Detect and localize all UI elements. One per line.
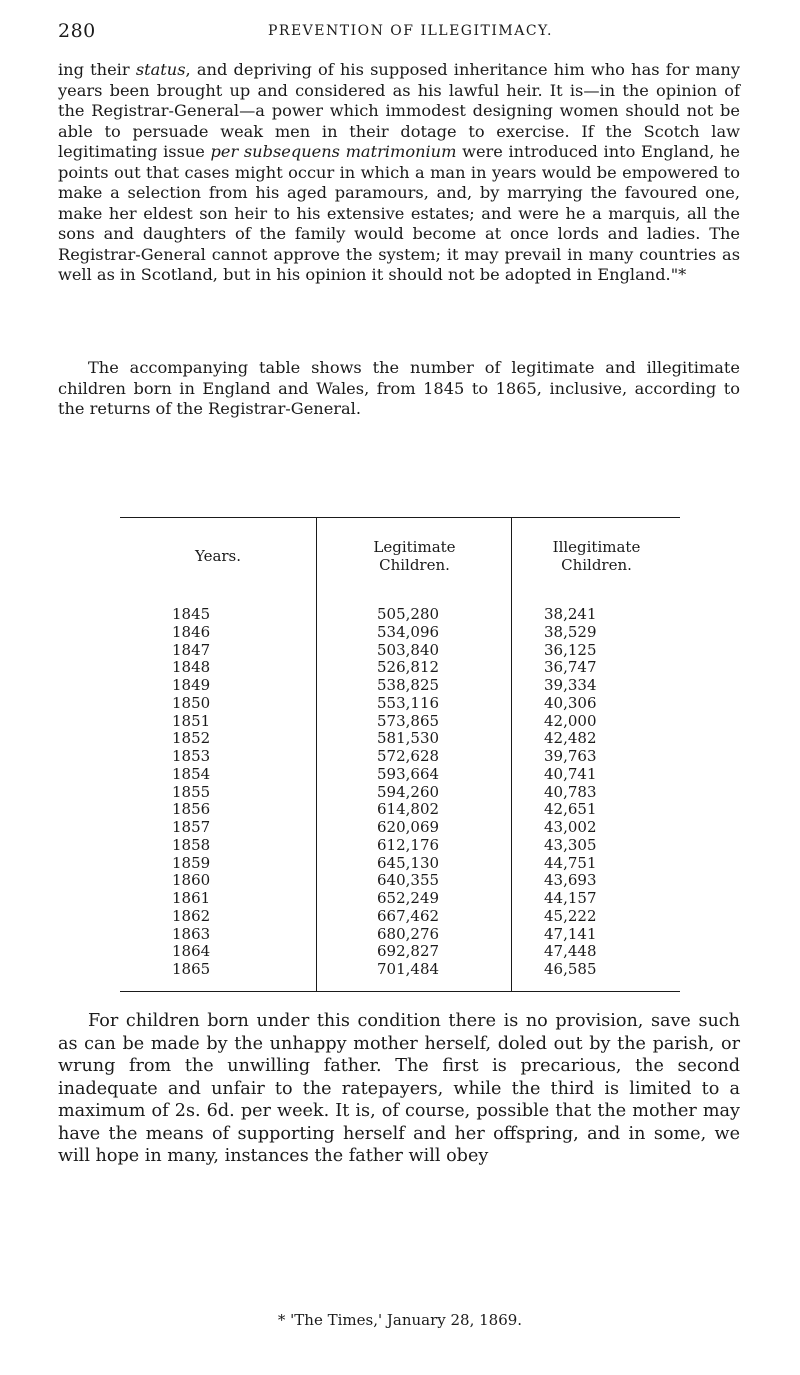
legitimate-count-cell: 612,176 (377, 835, 440, 854)
legitimate-count-cell: 701,484 (377, 960, 440, 978)
header-illegitimate (512, 538, 681, 574)
legitimate-count-cell: 692,827 (377, 942, 440, 961)
year-cell: 1850 (172, 693, 211, 712)
year-cell: 1861 (172, 889, 211, 907)
year-cell: 1865 (172, 960, 211, 978)
year-cell: 1862 (172, 906, 211, 925)
year-cell: 1858 (172, 835, 211, 854)
year-cell: 1856 (172, 800, 211, 819)
legitimate-count-cell: 538,825 (377, 676, 440, 694)
illegitimate-count-cell: 45,222 (544, 906, 597, 925)
year-cell: 1859 (172, 853, 211, 872)
illegitimate-count-cell: 40,306 (544, 693, 597, 712)
legitimate-count-cell: 573,865 (377, 711, 440, 730)
year-cell: 1854 (172, 764, 211, 783)
legitimate-count-cell: 652,249 (377, 889, 440, 907)
illegitimate-count-cell: 36,125 (544, 640, 597, 659)
legitimate-count-cell: 680,276 (377, 924, 440, 943)
illegitimate-count-cell: 36,747 (544, 658, 597, 677)
page-number: 280 (58, 20, 96, 42)
legitimate-count-cell: 581,530 (377, 729, 440, 748)
illegitimate-count-cell: 42,482 (544, 729, 597, 748)
year-cell: 1863 (172, 924, 211, 943)
year-cell: 1846 (172, 622, 211, 641)
legitimate-count-cell: 614,802 (377, 800, 440, 819)
legitimate-count-cell: 645,130 (377, 853, 440, 872)
paragraph-text: ing their (58, 60, 136, 79)
paragraph-text: , and depriving of his supposed inheritance him who has for many years been brought up and considered as his lawful heir. It is—in the opinion of the Registrar-General—a power which immodest designing women should not be able to persuade weak men in their dotage to exercise. If the Scotch law legitimating issue (58, 60, 740, 161)
year-cell: 1851 (172, 711, 211, 730)
illegitimate-count-cell: 40,741 (544, 764, 597, 783)
paragraph-table-intro: The accompanying table shows the number of legitimate and illegitimate children born in England and Wales, from 1845 to 1865, inclusive, according to the returns of the Registrar-General. (58, 358, 740, 418)
footnote: * 'The Times,' January 28, 1869. (277, 1311, 523, 1329)
illegitimate-list (512, 606, 681, 979)
year-cell: 1853 (172, 747, 211, 765)
legitimate-count-cell: 667,462 (377, 906, 440, 925)
header-illegitimate-line2: Children. (561, 556, 632, 574)
column-illegitimate (511, 518, 681, 991)
running-title: PREVENTION OF ILLEGITIMACY. (268, 23, 553, 39)
illegitimate-count-cell: 38,529 (544, 622, 597, 641)
paragraph-registrar-opinion (58, 60, 740, 286)
legitimate-count-cell: 503,840 (377, 640, 440, 659)
column-years (120, 518, 316, 991)
page-header (58, 20, 738, 44)
illegitimate-count-cell: 46,585 (544, 960, 597, 978)
year-cell: 1849 (172, 676, 211, 694)
illegitimate-count-cell: 42,000 (544, 711, 597, 730)
legitimate-count-cell: 553,116 (377, 693, 440, 712)
illegitimate-count-cell: 43,305 (544, 835, 597, 854)
header-years: Years. (194, 547, 242, 565)
header-legitimate-line2: Children. (379, 556, 450, 574)
illegitimate-count-cell: 38,241 (544, 605, 597, 623)
legitimate-count-cell: 593,664 (377, 764, 440, 783)
header-legitimate-line1: Legitimate (373, 538, 456, 556)
legitimate-count-cell: 594,260 (377, 782, 440, 801)
illegitimate-count-cell: 39,763 (544, 747, 597, 765)
legitimate-count-cell: 620,069 (377, 818, 440, 836)
year-cell: 1847 (172, 640, 211, 659)
illegitimate-count-cell: 44,751 (544, 853, 597, 872)
year-cell: 1864 (172, 942, 211, 961)
illegitimate-count-cell: 40,783 (544, 782, 597, 801)
legitimate-count-cell: 572,628 (377, 747, 440, 765)
column-legitimate (316, 518, 512, 991)
illegitimate-count-cell: 43,002 (544, 818, 597, 836)
italic-term-latin: per subsequens matrimonium (210, 142, 457, 161)
illegitimate-count-cell: 44,157 (544, 889, 597, 907)
legitimate-count-cell: 640,355 (377, 871, 440, 890)
illegitimate-count-cell: 47,141 (544, 924, 597, 943)
paragraph-provision: For children born under this condition there is no provision, save such as can be made by the unhappy mother herself, doled out by the parish, or wrung from the unwilling father. The first is precarious, the second inadequate and unfair to the ratepayers, while the third is limited to a maximum of 2s. 6d. per week. It is, of course, possible that the mother may have the means of supporting herself and her offspring, and in some, we will hope in many, instances the father will obey (58, 1011, 740, 1166)
italic-term-status: status (135, 60, 186, 79)
header-illegitimate-line1: Illegitimate (552, 538, 641, 556)
header-legitimate (317, 538, 512, 574)
illegitimate-count-cell: 42,651 (544, 800, 597, 819)
year-cell: 1845 (172, 605, 211, 623)
legitimate-count-cell: 526,812 (377, 658, 440, 677)
year-cell: 1848 (172, 658, 211, 677)
legitimate-list (317, 606, 512, 979)
births-table (120, 517, 680, 992)
paragraph-text: were introduced into England, he points out that cases might occur in which a man in years would be empowered to make a selection from his aged paramours, and, by marrying the favoured one, make her eldest son heir to his extensive estates; and were he a marquis, all the sons and daughters of the family would become at once lords and ladies. The Registrar-General cannot approve the system; it may prevail in many countries as well as in Scotland, but in his opinion it should not be adopted in England."* (58, 142, 741, 284)
year-cell: 1852 (172, 729, 211, 748)
years-list (120, 606, 316, 979)
illegitimate-count-cell: 39,334 (544, 676, 597, 694)
legitimate-count-cell: 534,096 (377, 622, 440, 641)
year-cell: 1857 (172, 818, 211, 836)
illegitimate-count-cell: 43,693 (544, 871, 597, 890)
legitimate-count-cell: 505,280 (377, 605, 440, 623)
year-cell: 1855 (172, 782, 211, 801)
year-cell: 1860 (172, 871, 211, 890)
illegitimate-count-cell: 47,448 (544, 942, 597, 961)
